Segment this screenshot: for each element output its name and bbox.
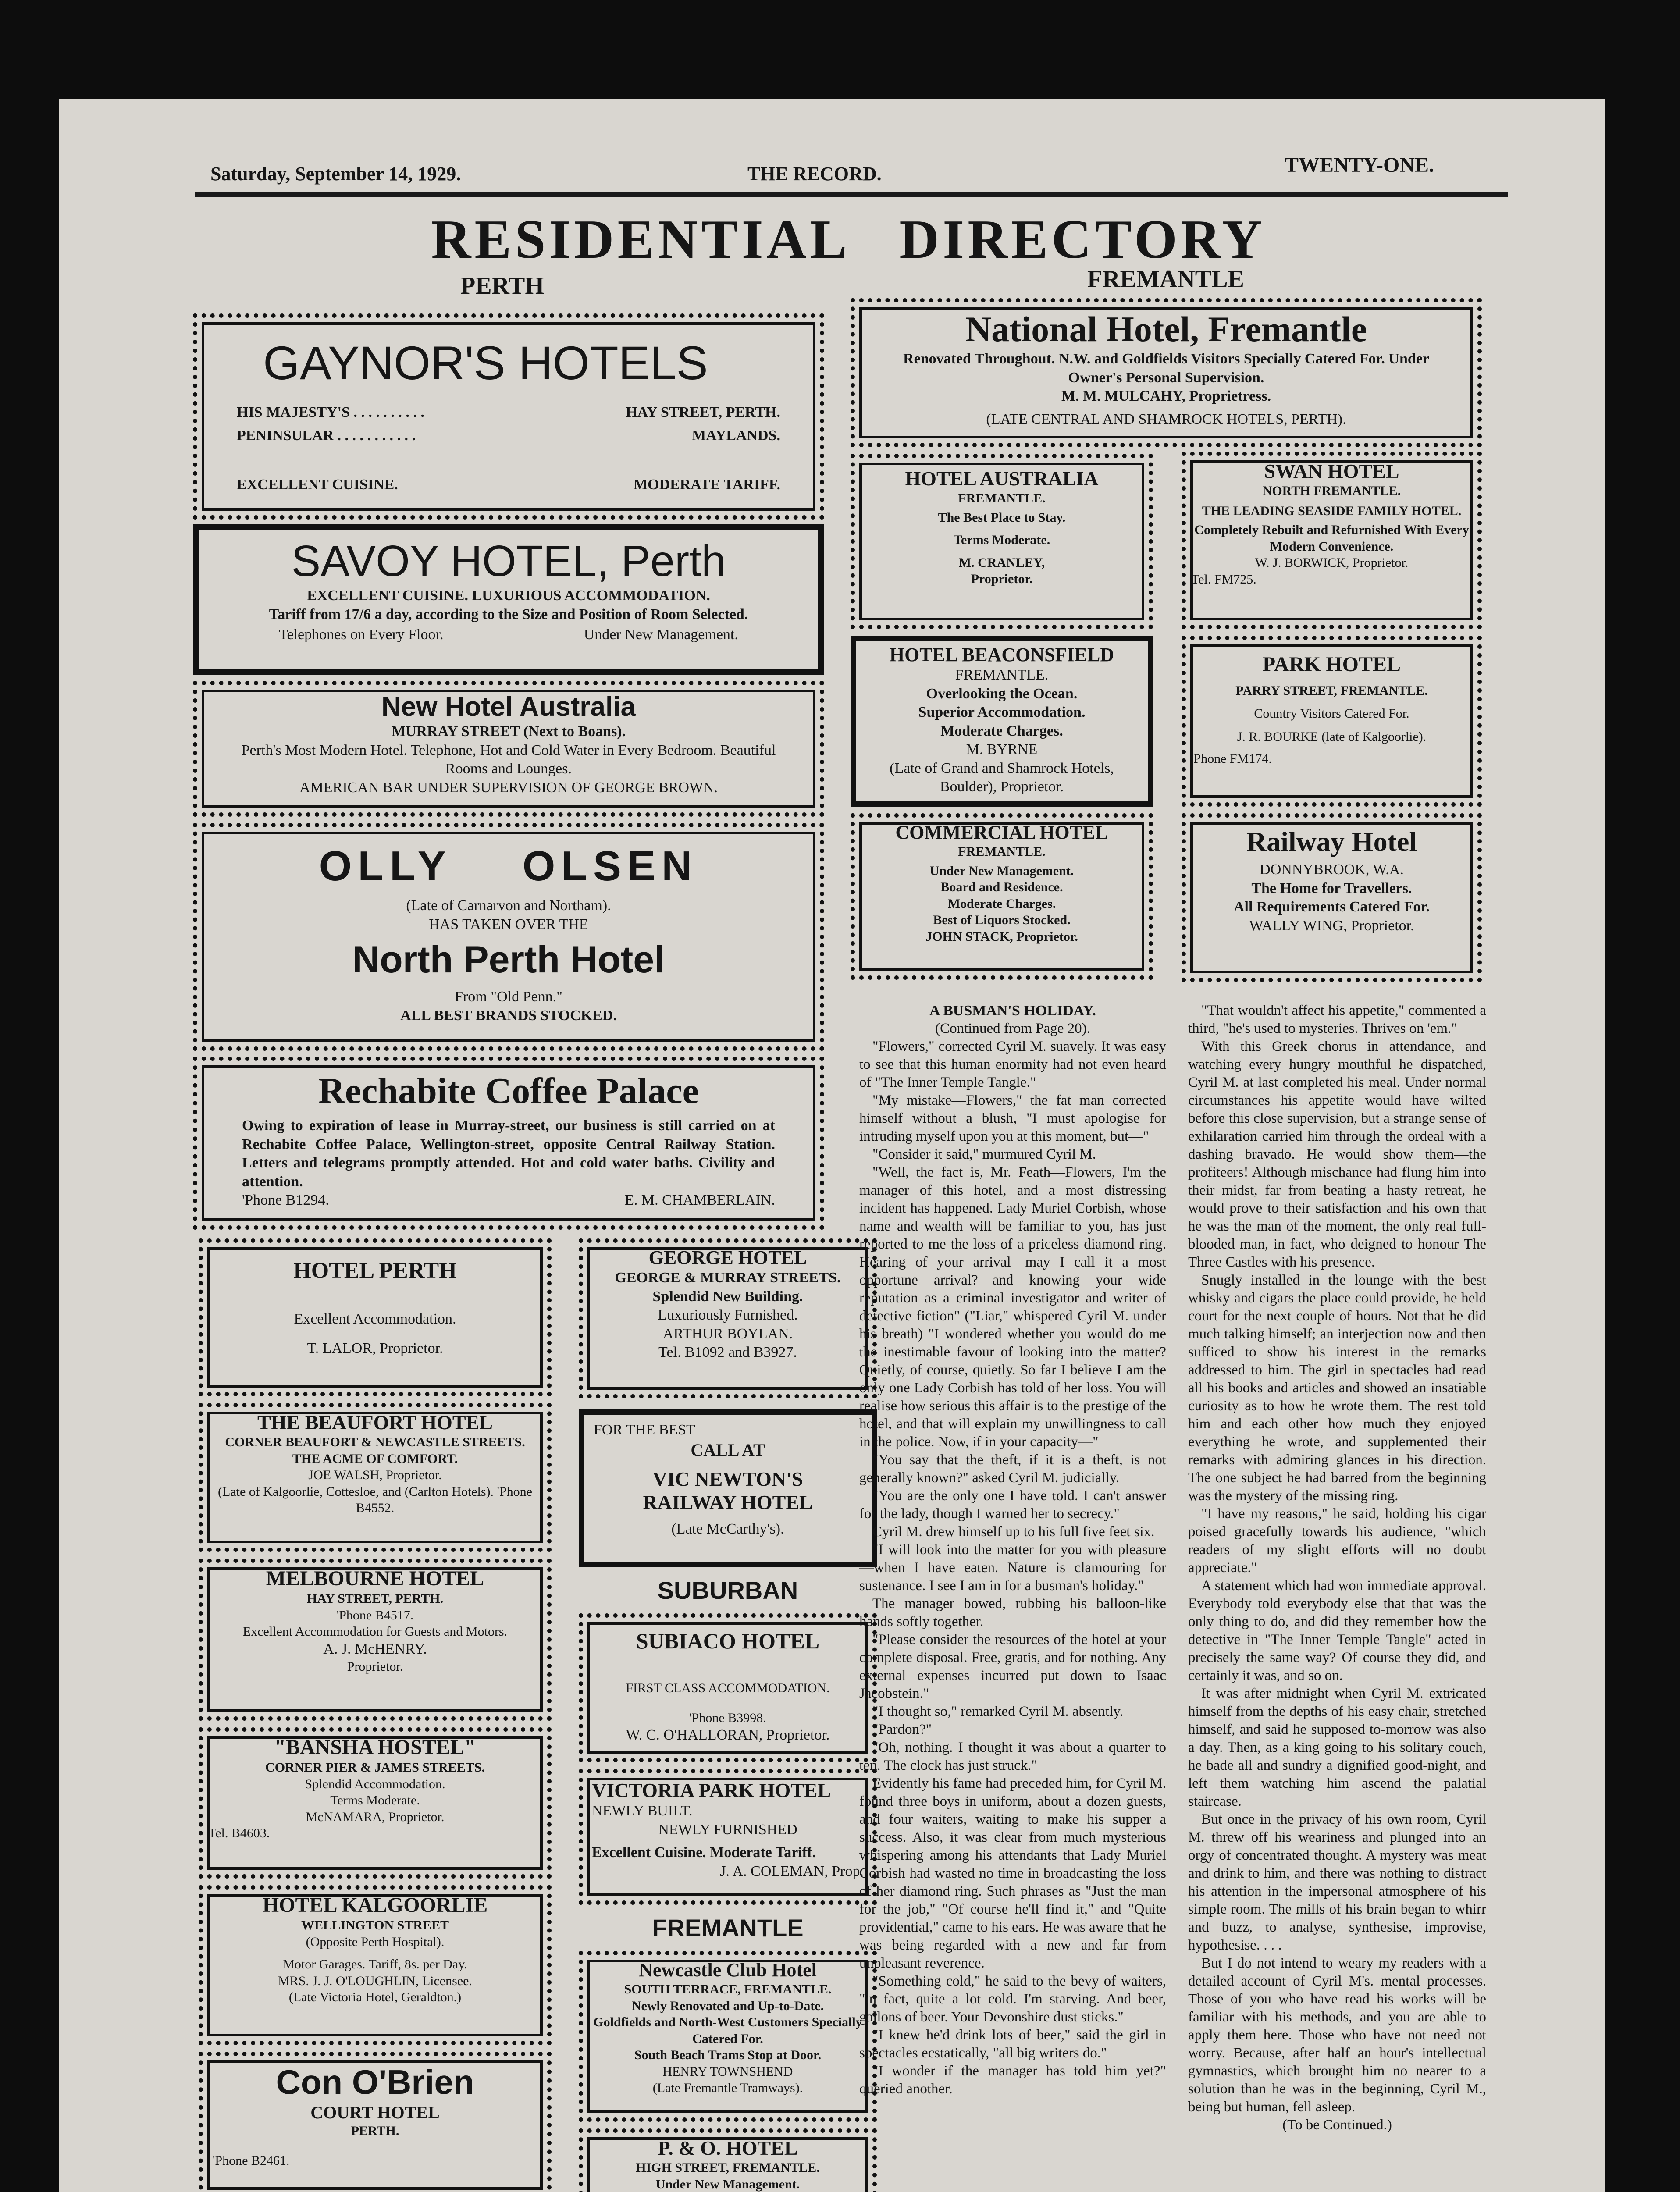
- ad-name: New Hotel Australia: [381, 692, 636, 722]
- ad-hotel-name: North Perth Hotel: [352, 939, 665, 981]
- ad-line: NORTH FREMANTLE.: [1262, 484, 1401, 498]
- section-fremantle-lower: FREMANTLE: [652, 1914, 804, 1942]
- ad-line: 'Phone B2461.: [213, 2153, 290, 2168]
- ad-line: VIC NEWTON'S: [652, 1467, 803, 1490]
- ad-park-hotel: [1182, 636, 1482, 807]
- ad-line: RAILWAY HOTEL: [643, 1491, 813, 1513]
- ad-line: Owing to expiration of lease in Murray-street, our business is still carried on at Rechabite Coffee Palace, Wellington-street, opposite Central Railway Station. Letters and telegrams promptly attended. Hot and cold water baths. Civility and attention.: [242, 1117, 775, 1190]
- ad-beaufort-hotel: [199, 1403, 552, 1552]
- ad-line: Splendid New Building.: [652, 1288, 803, 1305]
- story-paragraph: "Flowers," corrected Cyril M. suavely. It was easy to see that this human enormity had not even heard of "The Inner Temple Tangle.": [859, 1039, 1166, 1090]
- story-paragraph: (Continued from Page 20).: [935, 1021, 1090, 1036]
- ad-line: GEORGE & MURRAY STREETS.: [615, 1270, 841, 1286]
- ad-vic-newtons-railway-hotel: [579, 1409, 877, 1567]
- ad-subiaco-hotel: [579, 1613, 877, 1762]
- ad-line: Terms Moderate.: [953, 533, 1050, 547]
- section-suburban: SUBURBAN: [657, 1576, 798, 1604]
- ad-line: 'Phone B4517.: [336, 1608, 414, 1623]
- page-number: TWENTY-ONE.: [1285, 153, 1434, 177]
- ad-melbourne-hotel: [199, 1559, 552, 1721]
- ad-line: HIS MAJESTY'S . . . . . . . . . .: [237, 404, 424, 420]
- ad-line: HAY STREET, PERTH.: [626, 404, 780, 420]
- ad-line: Excellent Accommodation for Guests and Motors.: [242, 1624, 508, 1639]
- ad-line: Goldfields and North-West Customers Specially Catered For.: [593, 2015, 862, 2046]
- section-perth: PERTH: [460, 272, 544, 299]
- story-paragraph: "I thought so," remarked Cyril M. absently.: [872, 1704, 1123, 1719]
- story-paragraph: "Pardon?": [872, 1722, 932, 1737]
- ad-line: NEWLY BUILT.: [592, 1803, 693, 1819]
- ad-line: The Best Place to Stay.: [938, 510, 1066, 525]
- story-paragraph: With this Greek chorus in attendance, and watching every hungry mouthful he dispatched, Cyril M. at last completed his meal. Under normal circumstances his appetite would have wilted before this close supervision, but a strange sense of exhilaration carried him through the ordeal with a dashing bravado. He would show them—the profiteers! Although mischance had flung him into their midst, far from beating a hasty retreat, he would prove to their satisfaction and his own that he was the man of the moment, the only real full-blooded man, in fact, who deigned to honour The Three Castles with his presence.: [1188, 1039, 1486, 1270]
- ad-line: A. J. McHENRY.: [323, 1640, 427, 1657]
- ad-name: Con O'Brien: [276, 2063, 474, 2101]
- ad-name: COMMERCIAL HOTEL: [895, 822, 1108, 843]
- story-paragraph: "You say that the theft, if it is a theft, is not generally known?" asked Cyril M. judicially.: [859, 1452, 1166, 1486]
- ad-line: Under New Management.: [929, 863, 1074, 878]
- ad-line: DONNYBROOK, W.A.: [1260, 861, 1404, 878]
- ad-newcastle-club-hotel: [579, 1951, 877, 2122]
- ad-name: MELBOURNE HOTEL: [266, 1567, 484, 1590]
- ad-line: M. CRANLEY,: [958, 555, 1045, 570]
- ad-line: ARTHUR BOYLAN.: [662, 1325, 793, 1342]
- ad-line: HIGH STREET, FREMANTLE.: [636, 2160, 820, 2175]
- ad-hotel-kalgoorlie: [199, 1885, 552, 2045]
- ad-line: Best of Liquors Stocked.: [933, 913, 1071, 927]
- ad-line: (Late of Kalgoorlie, Cottesloe, and (Carlton Hotels). 'Phone B4552.: [218, 1484, 532, 1515]
- ad-line: Completely Rebuilt and Refurnished With Every Modern Convenience.: [1194, 523, 1469, 554]
- ad-line: Moderate Charges.: [940, 722, 1063, 739]
- ad-line: FREMANTLE.: [958, 491, 1046, 505]
- story-paragraph: "Something cold," he said to the bevy of waiters, "in fact, quite a lot cold. I'm starving. And beer, gallons of beer. Your Devonshire dust sticks.": [859, 1973, 1166, 2025]
- ad-line: Excellent Cuisine. Moderate Tariff.: [592, 1844, 816, 1861]
- story-paragraph: A statement which had won immediate approval. Everybody told everybody else that that was the only thing to do, and did they remember how the detective in "The Inner Temple Tangle" acted in precisely the same way? Of course they did, and certainly it was, and so on.: [1188, 1578, 1486, 1683]
- ad-line: Superior Accommodation.: [918, 704, 1086, 720]
- ad-line: MRS. J. J. O'LOUGHLIN, Licensee.: [278, 1973, 472, 1988]
- ad-line: McNAMARA, Proprietor.: [306, 1809, 445, 1824]
- ad-line: Board and Residence.: [940, 880, 1063, 894]
- ad-bansha-hostel: [199, 1727, 552, 1879]
- ad-name: "BANSHA HOSTEL": [274, 1736, 476, 1759]
- story-paragraph: Evidently his fame had preceded him, for Cyril M. found three boys in uniform, about a dozen guests, and four waiters, waiting to make his supper a success. Also, it was clear from much mysterious whispering among his attendants that Lady Muriel Corbish had wasted no time in broadcasting the loss of her diamond ring. Such phrases as "Just the man for the job," "Of course he'll find it," and "Quite providential," came to his ears. He was aware that he was being regarded with a new and far from unpleasant reverence.: [859, 1776, 1166, 1971]
- ad-line: (Late of Carnarvon and Northam).: [406, 897, 611, 914]
- ad-olly-olsen: [193, 823, 824, 1051]
- story-paragraph: "Oh, nothing. I thought it was about a quarter to ten. The clock has just struck.": [859, 1740, 1166, 1773]
- ad-line: Country Visitors Catered For.: [1254, 706, 1409, 721]
- ad-line: MODERATE TARIFF.: [633, 477, 780, 493]
- ad-line: (Late McCarthy's).: [671, 1520, 784, 1537]
- ad-line: EXCELLENT CUISINE. LUXURIOUS ACCOMMODATION.: [307, 587, 710, 604]
- story-paragraph: "I have my reasons," he said, holding his cigar poised gracefully towards his audience, "which readers of my slight efforts will no doubt appreciate.": [1188, 1506, 1486, 1576]
- ad-line: NEWLY FURNISHED: [658, 1821, 797, 1838]
- section-fremantle: FREMANTLE: [1087, 266, 1244, 293]
- ad-line: THE LEADING SEASIDE FAMILY HOTEL.: [1202, 503, 1462, 518]
- ad-line: ALL BEST BRANDS STOCKED.: [400, 1007, 617, 1024]
- newspaper-page: [59, 99, 1605, 2192]
- story-paragraph: But once in the privacy of his own room, Cyril M. threw off his weariness and plunged into an orgy of concentrated thought. A mystery was meat and drink to him, and there was nothing to distract his attention in the impersonal atmosphere of his simple room. The mills of his brain began to whirr and buzz, to analyse, synthesise, improvise, hypothesise. . . .: [1188, 1811, 1486, 1953]
- ad-name: THE BEAUFORT HOTEL: [257, 1411, 493, 1434]
- ad-line: HAY STREET, PERTH.: [306, 1591, 444, 1606]
- story-paragraph: "My mistake—Flowers," the fat man corrected himself without a blush, "I must apologise for intruding myself upon you at this moment, but—": [859, 1092, 1166, 1144]
- ad-line: Newly Renovated and Up-to-Date.: [631, 1998, 824, 2013]
- ad-line: PERTH.: [351, 2124, 399, 2138]
- ad-hotel-australia: [851, 454, 1153, 629]
- ad-con-obrien: [199, 2052, 552, 2192]
- masthead-rule: [195, 192, 1508, 197]
- ad-line: FOR THE BEST: [594, 1422, 695, 1438]
- ad-line: (LATE CENTRAL AND SHAMROCK HOTELS, PERTH).: [986, 411, 1346, 427]
- ad-line: Tariff from 17/6 a day, according to the Size and Position of Room Selected.: [269, 606, 748, 623]
- ad-line: (Late Victoria Hotel, Geraldton.): [288, 1990, 462, 2004]
- ad-name: P. & O. HOTEL: [658, 2137, 798, 2159]
- ad-line: AMERICAN BAR UNDER SUPERVISION OF GEORGE BROWN.: [299, 779, 718, 796]
- ad-line: Overlooking the Ocean.: [926, 685, 1078, 702]
- ad-line: M. M. MULCAHY, Proprietress.: [1061, 388, 1271, 404]
- ad-line: Motor Garages. Tariff, 8s. per Day.: [283, 1957, 467, 1971]
- ad-line: J. A. COLEMAN, Prop.: [720, 1863, 864, 1879]
- ad-line: Luxuriously Furnished.: [658, 1307, 798, 1323]
- ad-name: VICTORIA PARK HOTEL: [592, 1779, 831, 1801]
- story-paragraph: "Consider it said," murmured Cyril M.: [872, 1146, 1096, 1162]
- ad-line: E. M. CHAMBERLAIN.: [625, 1192, 775, 1208]
- ad-line: 'Phone B3998.: [689, 1710, 766, 1725]
- story-paragraph: "I will look into the matter for you with pleasure—when I have eaten. Nature is clamouring for sustenance. I see I am in for a busman's holiday.": [859, 1542, 1166, 1594]
- ad-line: Under New Management.: [655, 2177, 800, 2192]
- story-paragraph: Cyril M. drew himself up to his full five feet six.: [872, 1524, 1155, 1540]
- ad-line: Renovated Throughout. N.W. and Goldfields Visitors Specially Catered For. Under Owner's Personal Supervision.: [903, 351, 1429, 386]
- ad-name: HOTEL AUSTRALIA: [905, 467, 1099, 490]
- ad-line: Terms Moderate.: [330, 1793, 420, 1808]
- story-paragraph: Snugly installed in the lounge with the best whisky and cigars the place could provide, he held court for the next couple of hours. Not that he did much talking himself; an interjection now and then sufficed to show his interest in the remarks addressed to him. The girl in spectacles had read all his books and articles and showed an insatiable curiosity as to how he wrote them. The rest told him and each other how much they enjoyed everything he wrote, and supplemented their remarks with admiring glances in his direction. The one subject he had barred from the beginning was the mystery of the missing ring.: [1188, 1272, 1486, 1504]
- ad-line: EXCELLENT CUISINE.: [237, 477, 398, 493]
- ad-line: W. J. BORWICK, Proprietor.: [1255, 555, 1409, 570]
- ad-line: (Late Fremantle Tramways).: [652, 2081, 803, 2095]
- story-paragraph: "Well, the fact is, Mr. Feath—Flowers, I'm the manager of this hotel, and a most distressing incident has happened. Lady Muriel Corbish, whose name and wealth will be familiar to you, has just reported to me the loss of a priceless diamond ring. Hearing of your arrival—may I call it a most opportune arrival?—and knowing your wide reputation as a criminal investigator and writer of detective fiction" ("Liar," whispered Cyril M. under his breath) "I wondered whether you would do me the inestimable favour of looking into the matter? Quietly, of course, quietly. So far I believe I am the only one Lady Corbish has told of her loss. You will realise how serious this affair is to the prestige of the hotel, and that will explain my unwillingness to call in the police. Now, if in your capacity—": [859, 1164, 1166, 1450]
- ad-line: Tel. B1092 and B3927.: [658, 1344, 797, 1360]
- ad-national-hotel-fremantle: [851, 298, 1482, 447]
- ad-name: National Hotel, Fremantle: [965, 309, 1367, 349]
- ad-line: WALLY WING, Proprietor.: [1249, 917, 1414, 934]
- ad-commercial-hotel: [851, 813, 1153, 980]
- ad-swan-hotel: [1182, 452, 1482, 629]
- ad-line: M. BYRNE: [966, 741, 1038, 758]
- ad-line: J. R. BOURKE (late of Kalgoorlie).: [1237, 729, 1427, 744]
- ad-name: Newcastle Club Hotel: [639, 1959, 817, 1981]
- ad-railway-hotel-donnybrook: [1182, 813, 1482, 982]
- ad-line: MURRAY STREET (Next to Boans).: [391, 723, 626, 740]
- ad-line: All Requirements Catered For.: [1234, 899, 1430, 915]
- ad-line: THE ACME OF COMFORT.: [292, 1451, 458, 1466]
- ad-savoy-hotel: [193, 524, 824, 675]
- ad-line: CORNER BEAUFORT & NEWCASTLE STREETS.: [225, 1435, 525, 1449]
- ad-line: FIRST CLASS ACCOMMODATION.: [626, 1681, 830, 1695]
- ad-name: SWAN HOTEL: [1264, 460, 1399, 482]
- story-paragraph: "I knew he'd drink lots of beer," said the girl in spectacles ecstatically, "all big writers do.": [859, 2027, 1166, 2061]
- ad-line: Proprietor.: [971, 572, 1033, 586]
- ad-line: PARRY STREET, FREMANTLE.: [1235, 683, 1428, 698]
- ad-line: (Opposite Perth Hospital).: [306, 1934, 445, 1949]
- ad-line: The Home for Travellers.: [1251, 880, 1412, 897]
- ad-line: Proprietor.: [347, 1659, 403, 1674]
- ad-hotel-perth: [199, 1238, 552, 1396]
- ad-name: HOTEL KALGOORLIE: [262, 1893, 488, 1917]
- ad-line: 'Phone B1294.: [242, 1192, 329, 1208]
- story-paragraph: But I do not intend to weary my readers with a detailed account of Cyril M's. mental processes. Those of you who have read his works will be familiar with his methods, and you are able to apply them here. Those who have not need not worry. Because, after half an hour's intellectual gymnastics, which brought him no nearer to a solution than he was in the beginning, Cyril M., being but human, fell asleep.: [1188, 1955, 1486, 2115]
- ad-line: COURT HOTEL: [310, 2103, 440, 2122]
- ad-line: HENRY TOWNSHEND: [662, 2064, 793, 2079]
- ad-line: CALL AT: [691, 1440, 765, 1460]
- story-paragraph: "That wouldn't affect his appetite," commented a third, "he's used to mysteries. Thrives on 'em.": [1188, 1003, 1486, 1036]
- ad-name: GEORGE HOTEL: [648, 1247, 807, 1268]
- ad-line: FREMANTLE.: [958, 844, 1046, 859]
- story-paragraph: "Please consider the resources of the hotel at your complete disposal. Free, gratis, and for nothing. Any external expenses incurred put down to Isaac Jacobstein.": [859, 1632, 1166, 1701]
- ad-name: OLLY OLSEN: [319, 843, 698, 890]
- ad-line: WELLINGTON STREET: [301, 1918, 449, 1932]
- ad-line: Excellent Accommodation.: [294, 1311, 456, 1327]
- story-column-2: [1188, 1002, 1486, 2192]
- ad-victoria-park-hotel: [579, 1769, 877, 1905]
- ad-line: Tel. B4603.: [208, 1826, 270, 1840]
- ad-line: From "Old Penn.": [455, 989, 562, 1005]
- ad-line: FREMANTLE.: [955, 667, 1049, 683]
- ad-line: 'Phone FM174.: [1191, 751, 1272, 766]
- ad-name: SAVOY HOTEL, Perth: [291, 537, 726, 586]
- issue-date: Saturday, September 14, 1929.: [210, 163, 461, 185]
- story-paragraph: The manager bowed, rubbing his balloon-like hands softly together.: [859, 1596, 1166, 1630]
- ad-name: PARK HOTEL: [1262, 653, 1401, 676]
- ad-rechabite-coffee-palace: [193, 1057, 824, 1230]
- paper-name: THE RECORD.: [747, 163, 882, 185]
- ad-line: SOUTH TERRACE, FREMANTLE.: [624, 1982, 832, 1996]
- story-paragraph: It was after midnight when Cyril M. extricated himself from the depths of his easy chair, stretched himself, and said he supposed to-morrow was also a day. Then, as a king going to his solitary couch, he bade all and sundry a dignified good-night, and left them watching him ascend the palatial staircase.: [1188, 1686, 1486, 1809]
- ad-hotel-beaconsfield: [851, 636, 1153, 807]
- ad-line: PENINSULAR . . . . . . . . . . .: [237, 427, 416, 444]
- ad-new-hotel-australia: [193, 681, 824, 817]
- ad-line: HAS TAKEN OVER THE: [429, 916, 588, 932]
- ad-name: GAYNOR'S HOTELS: [263, 336, 708, 389]
- ad-line: CORNER PIER & JAMES STREETS.: [265, 1760, 485, 1775]
- story-column-1: [859, 1002, 1166, 2192]
- ad-line: Moderate Charges.: [947, 896, 1056, 911]
- directory-title: RESIDENTIAL DIRECTORY: [431, 209, 1266, 270]
- ad-p-and-o-hotel: [579, 2128, 877, 2192]
- ad-line: JOHN STACK, Proprietor.: [925, 929, 1078, 944]
- ad-line: Perth's Most Modern Hotel. Telephone, Hot and Cold Water in Every Bedroom. Beautiful Rooms and Lounges.: [241, 742, 776, 777]
- ad-name: HOTEL BEACONSFIELD: [889, 644, 1114, 665]
- ad-name: Rechabite Coffee Palace: [318, 1071, 699, 1111]
- ad-line: Splendid Accommodation.: [305, 1776, 445, 1791]
- ad-name: HOTEL PERTH: [293, 1258, 457, 1283]
- ad-line: (Late of Grand and Shamrock Hotels, Boulder), Proprietor.: [890, 760, 1114, 795]
- ad-george-hotel: [579, 1238, 877, 1398]
- story-continued-note: (To be Continued.): [1282, 2117, 1392, 2133]
- ad-line: T. LALOR, Proprietor.: [307, 1340, 443, 1356]
- ad-name: Railway Hotel: [1246, 826, 1417, 857]
- story-paragraph: "I wonder if the manager has told him yet?" queried another.: [859, 2063, 1166, 2097]
- ad-line: MAYLANDS.: [692, 427, 780, 444]
- ad-line: South Beach Trams Stop at Door.: [634, 2048, 822, 2062]
- ad-line: W. C. O'HALLORAN, Proprietor.: [626, 1727, 830, 1743]
- ad-line: Telephones on Every Floor.: [279, 626, 444, 643]
- ad-line: Under New Management.: [584, 626, 738, 643]
- ad-name: SUBIACO HOTEL: [636, 1629, 820, 1653]
- story-paragraph: "You are the only one I have told. I can't answer for the lady, though I warned her to secrecy.": [859, 1488, 1166, 1522]
- ad-line: Tel. FM725.: [1191, 572, 1256, 587]
- ad-line: JOE WALSH, Proprietor.: [308, 1468, 442, 1482]
- story-title: A BUSMAN'S HOLIDAY.: [929, 1003, 1096, 1019]
- ad-gaynors-hotels: [193, 313, 824, 520]
